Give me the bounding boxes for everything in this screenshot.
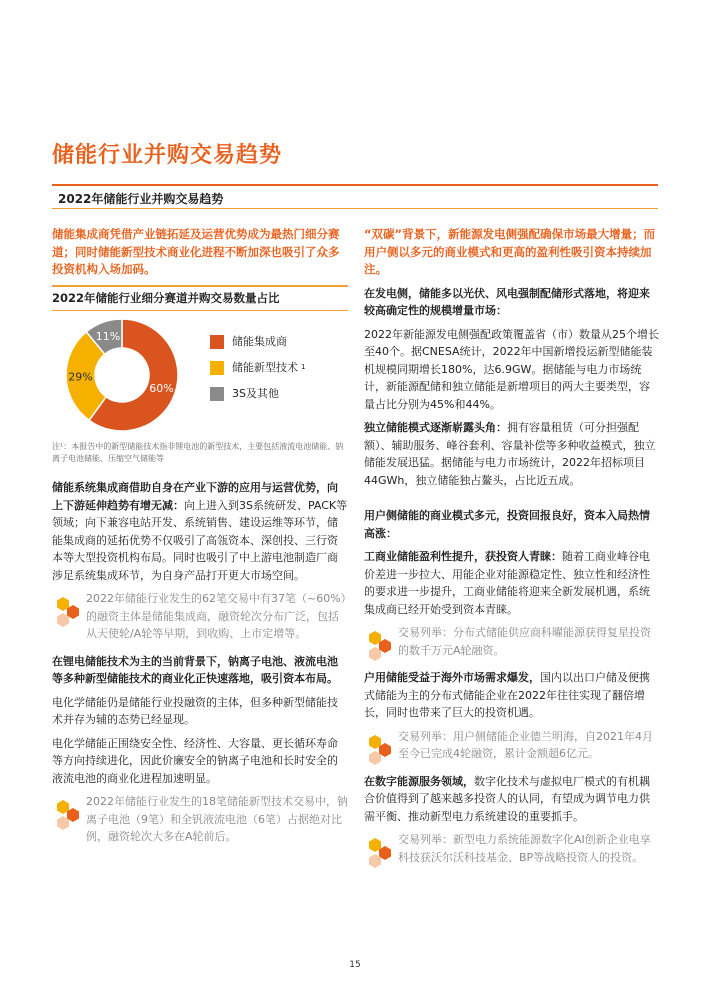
left-paragraph-2	[52, 653, 348, 688]
donut-chart	[52, 317, 348, 435]
title-divider	[52, 184, 658, 186]
right-column	[364, 226, 660, 876]
bold-lead: 工商业储能盈利性提升，获投资人青睐：	[364, 550, 562, 563]
legend-swatch	[210, 335, 224, 349]
bold-lead: 储能系统集成商借助自身在产业下游的应用与运营优势，向上下游延伸趋势有增无减：	[52, 481, 338, 512]
bold-lead: 户用储能受益于海外市场需求爆发，	[364, 671, 540, 684]
callout-box	[364, 624, 660, 659]
body-text: 向上进入到3S系统研发、PACK等领域；向下兼容电站开发、系统销售、建设运维等环节，储能集成商的延拓优势不仅吸引了高瓴资本、深创投、三行资本等大型投资机构布局。同时也吸引了中上游电池制造厂商涉足系统集成环节，为自身产品打开更大市场空间。	[52, 498, 348, 582]
legend-item-integrator	[210, 329, 305, 355]
legend-swatch	[210, 387, 224, 401]
right-lead-text: “双碳”背景下，新能源发电侧强配确保市场最大增量；而用户侧以多元的商业模式和更高的盈利性吸引资本持续加注。	[364, 227, 656, 276]
chart-footnote: 注¹：本报告中的新型储能技术指非锂电池的新型技术，主要包括液流电池储能、钠离子电池储能、压缩空气储能等	[52, 442, 344, 463]
right-heading-1	[364, 285, 660, 320]
slice-value-label: 11%	[95, 329, 121, 343]
hexagon-icon	[366, 630, 394, 664]
section-heading: 2022年储能行业并购交易趋势	[58, 192, 224, 206]
body-text: 国内以出口户储及便携式储能为主的分布式储能企业在2022年往往实现了翻倍增长，同时也带来了巨大的投资机遇。	[364, 671, 650, 719]
slice-value-label: 60%	[149, 381, 174, 395]
left-lead-text: 储能集成商凭借产业链拓延及运营优势成为最热门细分赛道；同时储能新型技术商业化进程不断加深也吸引了众多投资机构入场加码。	[52, 227, 340, 276]
callout-box	[52, 793, 348, 846]
chart-title: 2022年储能行业细分赛道并购交易数量占比	[52, 285, 348, 312]
legend-item-new-tech	[210, 355, 305, 381]
right-heading-2	[364, 507, 660, 542]
legend-footnote-mark: 1	[301, 363, 306, 372]
bold-heading: 在发电侧，储能多以光伏、风电强制配储形式落地，将迎来较高确定性的规模增量市场：	[364, 286, 650, 317]
hexagon-icon	[366, 734, 394, 768]
left-paragraph-1	[52, 479, 348, 584]
slice-value-label: 29%	[68, 370, 93, 384]
right-paragraph-5	[364, 773, 660, 826]
body-text: 数字化技术与虚拟电厂模式的有机耦合价值得到了越来越多投资人的认同，有望成为调节电力供需平衡、推动新型电力系统建设的重要抓手。	[364, 774, 650, 823]
callout-text: 交易列举：新型电力系统能源数字化AI创新企业电享科技获沃尔沃科技基金、BP等战略投资人的投资。	[398, 833, 651, 864]
hexagon-icon	[54, 799, 82, 833]
right-paragraph-1: 2022年新能源发电侧强配政策覆盖省（市）数量从25个增长至40个。据CNESA统计，2022年中国新增投运新型储能装机规模同期增长180%，达6.9GW。据储能与电力市场统计，新能源配储和独立储能是新增项目的两大主要类型，容量占比分别为45%和44%。	[364, 327, 659, 411]
body-text: 随着工商业峰谷电价差进一步拉大、用能企业对能源稳定性、独立性和经济性的要求进一步提升，工商业储能将迎来全新发展机遇，系统集成商已经开始受到资本青睐。	[364, 550, 650, 616]
callout-box	[52, 590, 348, 643]
legend-item-3s-other	[210, 381, 305, 407]
legend-swatch	[210, 361, 224, 375]
donut-chart-svg	[52, 317, 202, 435]
left-paragraph-4: 电化学储能正围绕安全性、经济性、大容量、更长循环寿命等方向持续进化，因此价廉安全的钠离子电池和长时安全的液流电池的商业化进程加速明显。	[52, 736, 338, 785]
chart-legend	[210, 329, 305, 407]
bold-heading: 用户侧储能的商业模式多元，投资回报良好，资本入局热情高涨：	[364, 509, 650, 540]
section-divider	[52, 208, 658, 209]
callout-text: 2022年储能行业发生的62笔交易中有37笔（~60%）的融资主体是储能集成商，融资轮次分布广泛，包括从天使轮/A轮等早期，到收购、上市定增等。	[86, 592, 347, 640]
bold-lead: 在锂电储能技术为主的当前背景下，钠离子电池、液流电池等多种新型储能技术的商业化正快速落地，吸引资本布局。	[52, 654, 338, 685]
page-title: 储能行业并购交易趋势	[52, 143, 283, 168]
right-paragraph-4	[364, 669, 660, 722]
legend-label: 3S及其他	[232, 387, 279, 401]
bold-lead: 在数字能源服务领域，	[364, 774, 474, 788]
legend-label: 储能集成商	[232, 335, 287, 349]
callout-text: 交易列举：用户侧储能企业德兰明海，自2021年4月至今已完成4轮融资，累计金额超6亿元。	[398, 729, 653, 760]
hexagon-icon	[54, 596, 82, 630]
left-column	[52, 226, 348, 856]
hexagon-icon	[366, 837, 394, 871]
right-paragraph-2	[364, 419, 660, 489]
callout-box	[364, 728, 660, 763]
body-text: 拥有容量租赁（可分担强配额）、辅助服务、峰谷套利、容量补偿等多种收益模式，独立储能发展迅猛。据储能与电力市场统计，2022年招标项目44GWh，独立储能独占鳌头，占比近五成。	[364, 421, 656, 487]
left-paragraph-3: 电化学储能仍是储能行业投融资的主体，但多种新型储能技术并存为辅的态势已经显现。	[52, 695, 338, 726]
callout-text: 2022年储能行业发生的18笔储能新型技术交易中，钠离子电池（9笔）和全钒液流电池（6笔）占据绝对比例，融资轮次大多在A轮前后。	[86, 795, 348, 843]
callout-text: 交易列举：分布式储能供应商科曜能源获得复星投资的数千万元A轮融资。	[398, 626, 651, 657]
bold-lead: 独立储能模式逐渐崭露头角：	[364, 421, 507, 434]
legend-label: 储能新型技术	[232, 361, 298, 375]
right-paragraph-3	[364, 548, 660, 618]
callout-box	[364, 831, 660, 866]
page-number: 15	[349, 960, 361, 970]
